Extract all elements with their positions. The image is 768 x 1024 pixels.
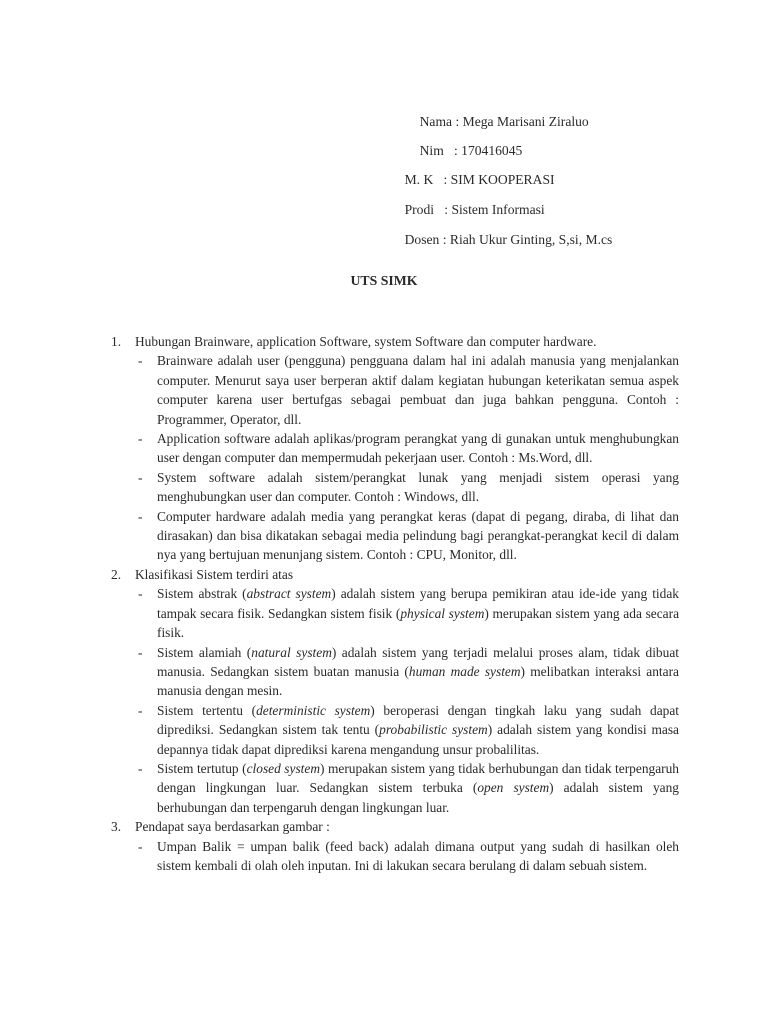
question-number: 1. (111, 334, 122, 349)
question-number: 2. (111, 566, 122, 582)
info-value: Sistem Informasi (451, 202, 545, 218)
info-label: Dosen (404, 232, 440, 248)
answer-bullet (135, 584, 679, 642)
bullet-dash: - (138, 469, 143, 485)
bullet-text: Computer hardware adalah media yang perangkat keras (dapat di pegang, diraba, di lihat dan dirasakan) dan bisa dikatakan sebagai media pelindung bagi perangkat-perangkat kecil di dalam nya yang bertujuan menunjang sistem. Contoh : CPU, Monitor, dll. (157, 508, 679, 563)
bullet-text: ) merupakan sistem yang tidak berhubungan dan tidak terpengaruh dengan lingkungan luar. Sedangkan sistem terbuka ( (157, 760, 680, 796)
answer-bullet (135, 837, 679, 876)
bullet-text: ) beroperasi dengan tingkah laku yang sudah dapat diprediksi. Sedangkan sistem tak tentu ( (157, 702, 679, 738)
answer-bullet (135, 701, 679, 759)
page-title: UTS SIMK (350, 273, 418, 288)
bullet-text: ) merupakan sistem yang ada secara fisik. (157, 605, 680, 641)
bullet-text: ) adalah sistem yang berupa pemikiran atau ide-ide yang tidak tampak secara fisik. Sedangkan sistem fisik ( (157, 586, 679, 621)
italic-term: natural system (251, 644, 332, 660)
bullet-text: Sistem tertutup ( (157, 760, 247, 776)
question-number: 3. (111, 819, 122, 835)
info-row-nim: Nim : 170416045 (419, 143, 523, 159)
bullet-dash: - (138, 644, 143, 660)
italic-term: abstract system (246, 586, 332, 602)
info-row-prodi: Prodi : Sistem Informasi (404, 202, 545, 218)
question-text: Pendapat saya berdasarkan gambar : (135, 819, 330, 835)
bullet-dash: - (138, 508, 143, 524)
info-value: Mega Marisani Ziraluo (462, 114, 589, 130)
italic-term: physical system (400, 605, 485, 621)
info-label: Nama (419, 114, 453, 130)
info-label: M. K (404, 172, 434, 188)
italic-term: closed system (246, 760, 321, 776)
answer-bullet (135, 643, 679, 701)
question-item (108, 817, 679, 875)
info-value: 170416045 (461, 143, 523, 159)
answers-list (108, 332, 679, 875)
info-value: SIM KOOPERASI (450, 172, 555, 188)
bullet-text: Umpan Balik = umpan balik (feed back) adalah dimana output yang sudah di hasilkan oleh sistem kembali di olah oleh inputan. Ini di lakukan secara berulang di dalam sebuah sistem. (157, 838, 679, 873)
info-label: Prodi (404, 202, 435, 218)
bullet-text: Application software adalah aplikas/program perangkat yang di gunakan untuk menghubungkan user dengan computer dan mempermudah pekerjaan user. Contoh : Ms.Word, dll. (157, 431, 679, 466)
bullet-dash: - (138, 760, 143, 776)
info-row-nama: Nama : Mega Marisani Ziraluo (419, 114, 589, 130)
italic-term: human made system (408, 663, 521, 679)
bullet-text: ) adalah sistem yang berhubungan dan terpengaruh dengan lingkungan luar. (157, 780, 679, 815)
info-row-dosen: Dosen : Riah Ukur Ginting, S,si, M.cs (404, 232, 613, 248)
bullet-dash: - (138, 353, 143, 369)
question-item (108, 332, 679, 565)
question-item (108, 565, 679, 817)
bullet-text: System software adalah sistem/perangkat lunak yang menjadi sistem operasi yang menghubungkan user dan computer. Contoh : Windows, dll. (157, 469, 679, 505)
bullet-text: Brainware adalah user (pengguna) pengguana dalam hal ini adalah manusia yang menjalankan computer. Menurut saya user berperan aktif dalam kegiatan hubungan keterikatan semua aspek computer karena user bertufgas sebagai pembuat dan juga bahkan pengguna. Contoh : Programmer, Operator, dll. (157, 353, 679, 427)
answer-bullet (135, 429, 679, 468)
info-label: Nim (419, 143, 444, 159)
bullet-dash: - (138, 838, 143, 854)
bullet-dash: - (138, 702, 143, 718)
answer-bullet (135, 351, 679, 429)
answer-bullet (135, 507, 679, 565)
bullet-text: ) adalah sistem yang kondisi masa depannya tidak dapat diprediksi karena mengandung unsur probalilitas. (157, 722, 679, 757)
question-text: Klasifikasi Sistem terdiri atas (135, 566, 294, 582)
info-row-mk: M. K : SIM KOOPERASI (404, 172, 555, 188)
italic-term: probabilistic system (379, 722, 488, 738)
bullet-text: ) adalah sistem yang terjadi melalui proses alam, tidak dibuat manusia. Sedangkan sistem buatan manusia ( (157, 644, 679, 679)
answer-bullet (135, 759, 679, 817)
bullet-text: Sistem alamiah ( (157, 644, 252, 660)
question-text: Hubungan Brainware, application Software, system Software dan computer hardware. (135, 334, 597, 349)
answer-bullet (135, 468, 679, 507)
bullet-dash: - (138, 431, 143, 447)
bullet-text: ) melibatkan interaksi antara manusia dengan mesin. (157, 663, 679, 699)
bullet-dash: - (138, 586, 143, 602)
italic-term: deterministic system (256, 702, 371, 718)
bullet-text: Sistem tertentu ( (157, 702, 257, 718)
italic-term: open system (477, 780, 550, 796)
info-value: Riah Ukur Ginting, S,si, M.cs (449, 232, 613, 248)
bullet-text: Sistem abstrak ( (157, 586, 247, 602)
